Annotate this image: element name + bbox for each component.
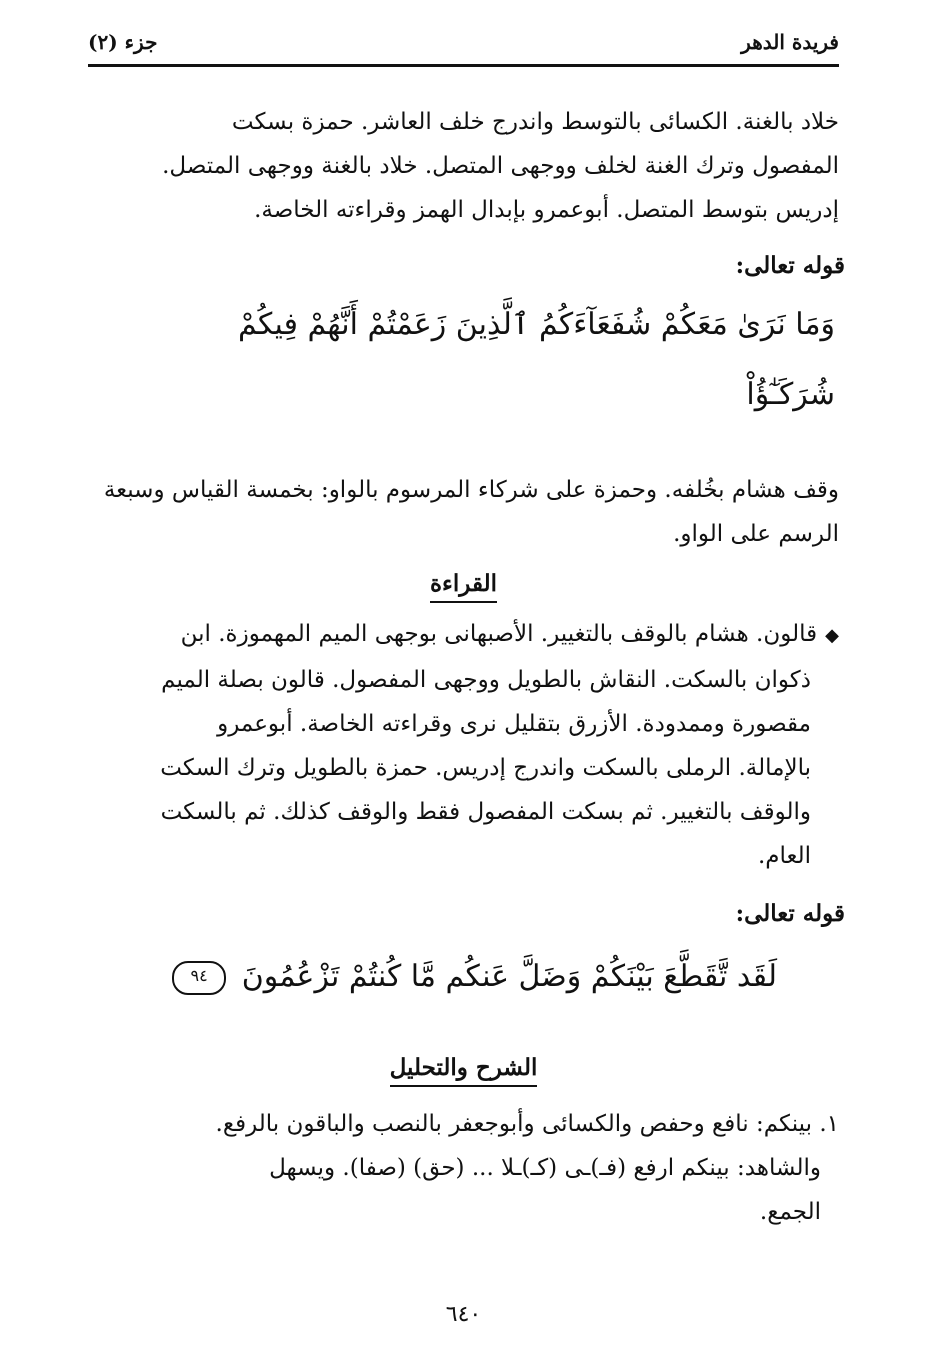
text-line: الجمع. bbox=[759, 1199, 821, 1225]
text-line: المفصول وترك الغنة لخلف ووجهى المتصل. خلاد بالغنة ووجهى المتصل. bbox=[162, 153, 839, 179]
section-title-qiraah-text: القراءة bbox=[430, 570, 497, 603]
ayah-2 bbox=[172, 952, 777, 1002]
ayah-1-line-2: شُرَكَـٰٓؤُاْ bbox=[746, 377, 835, 412]
text-line: مقصورة وممدودة. الأزرق بتقليل نرى وقراءته الخاصة. أبوعمرو bbox=[217, 711, 811, 737]
page-number: ٦٤٠ bbox=[445, 1302, 482, 1327]
section-title-sharh bbox=[0, 1054, 927, 1081]
ayah-2-text: لَقَد تَّقَطَّعَ بَيْنَكُمْ وَضَلَّ عَنكُم مَّا كُنتُمْ تَزْعُمُونَ bbox=[241, 959, 777, 994]
book-title: فريدة الدهر bbox=[741, 30, 839, 54]
text-line: والوقف بالتغيير. ثم بسكت المفصول فقط والوقف كذلك. ثم بالسكت bbox=[160, 799, 811, 825]
section-title-sharh-text: الشرح والتحليل bbox=[390, 1054, 538, 1087]
qawluhu-heading-2: قوله تعالى: bbox=[735, 900, 845, 927]
text-line: بالإمالة. الرملى بالسكت واندرج إدريس. حمزة بالطويل وترك السكت bbox=[160, 755, 811, 781]
text-line: وقف هشام بخُلفه. وحمزة على شركاء المرسوم بالواو: بخمسة القياس وسبعة bbox=[103, 477, 839, 503]
paragraph-3 bbox=[92, 612, 839, 878]
ayah-number-marker: ٩٤ bbox=[172, 961, 226, 995]
text-line-content: قالون. هشام بالوقف بالتغيير. الأصبهانى بوجهى الميم المهموزة. ابن bbox=[180, 621, 818, 647]
part-label: جزء (٢) bbox=[88, 30, 158, 54]
header-rule bbox=[88, 64, 839, 67]
paragraph-4 bbox=[100, 1102, 839, 1234]
ayah-1-line-1: وَمَا نَرَىٰ مَعَكُمْ شُفَعَآءَكُمُ ٱلَّذِينَ زَعَمْتُمْ أَنَّهُمْ فِيكُمْ bbox=[238, 307, 835, 342]
text-line: الرسم على الواو. bbox=[673, 521, 839, 547]
text-line: خلاد بالغنة. الكسائى بالتوسط واندرج خلف العاشر. حمزة بسكت bbox=[231, 109, 839, 135]
text-line: إدريس بتوسط المتصل. أبوعمرو بإبدال الهمز وقراءته الخاصة. bbox=[254, 197, 839, 223]
diamond-bullet-icon: ◆ bbox=[825, 625, 839, 646]
paragraph-1 bbox=[92, 100, 839, 232]
text-line: ١. بينكم: نافع وحفص والكسائى وأبوجعفر بالنصب والباقون بالرفع. bbox=[215, 1111, 839, 1137]
qawluhu-heading-1: قوله تعالى: bbox=[735, 252, 845, 279]
section-title-qiraah bbox=[0, 570, 927, 597]
text-line: ذكوان بالسكت. النقاش بالطويل ووجهى المفصول. قالون بصلة الميم bbox=[161, 667, 811, 693]
text-line: والشاهد: بينكم ارفع (فـ)ـى (كـ)ـلا ... (حق) (صفا). ويسهل bbox=[269, 1155, 821, 1181]
text-line bbox=[92, 612, 839, 658]
text-line: العام. bbox=[757, 843, 811, 869]
paragraph-2 bbox=[92, 468, 839, 556]
